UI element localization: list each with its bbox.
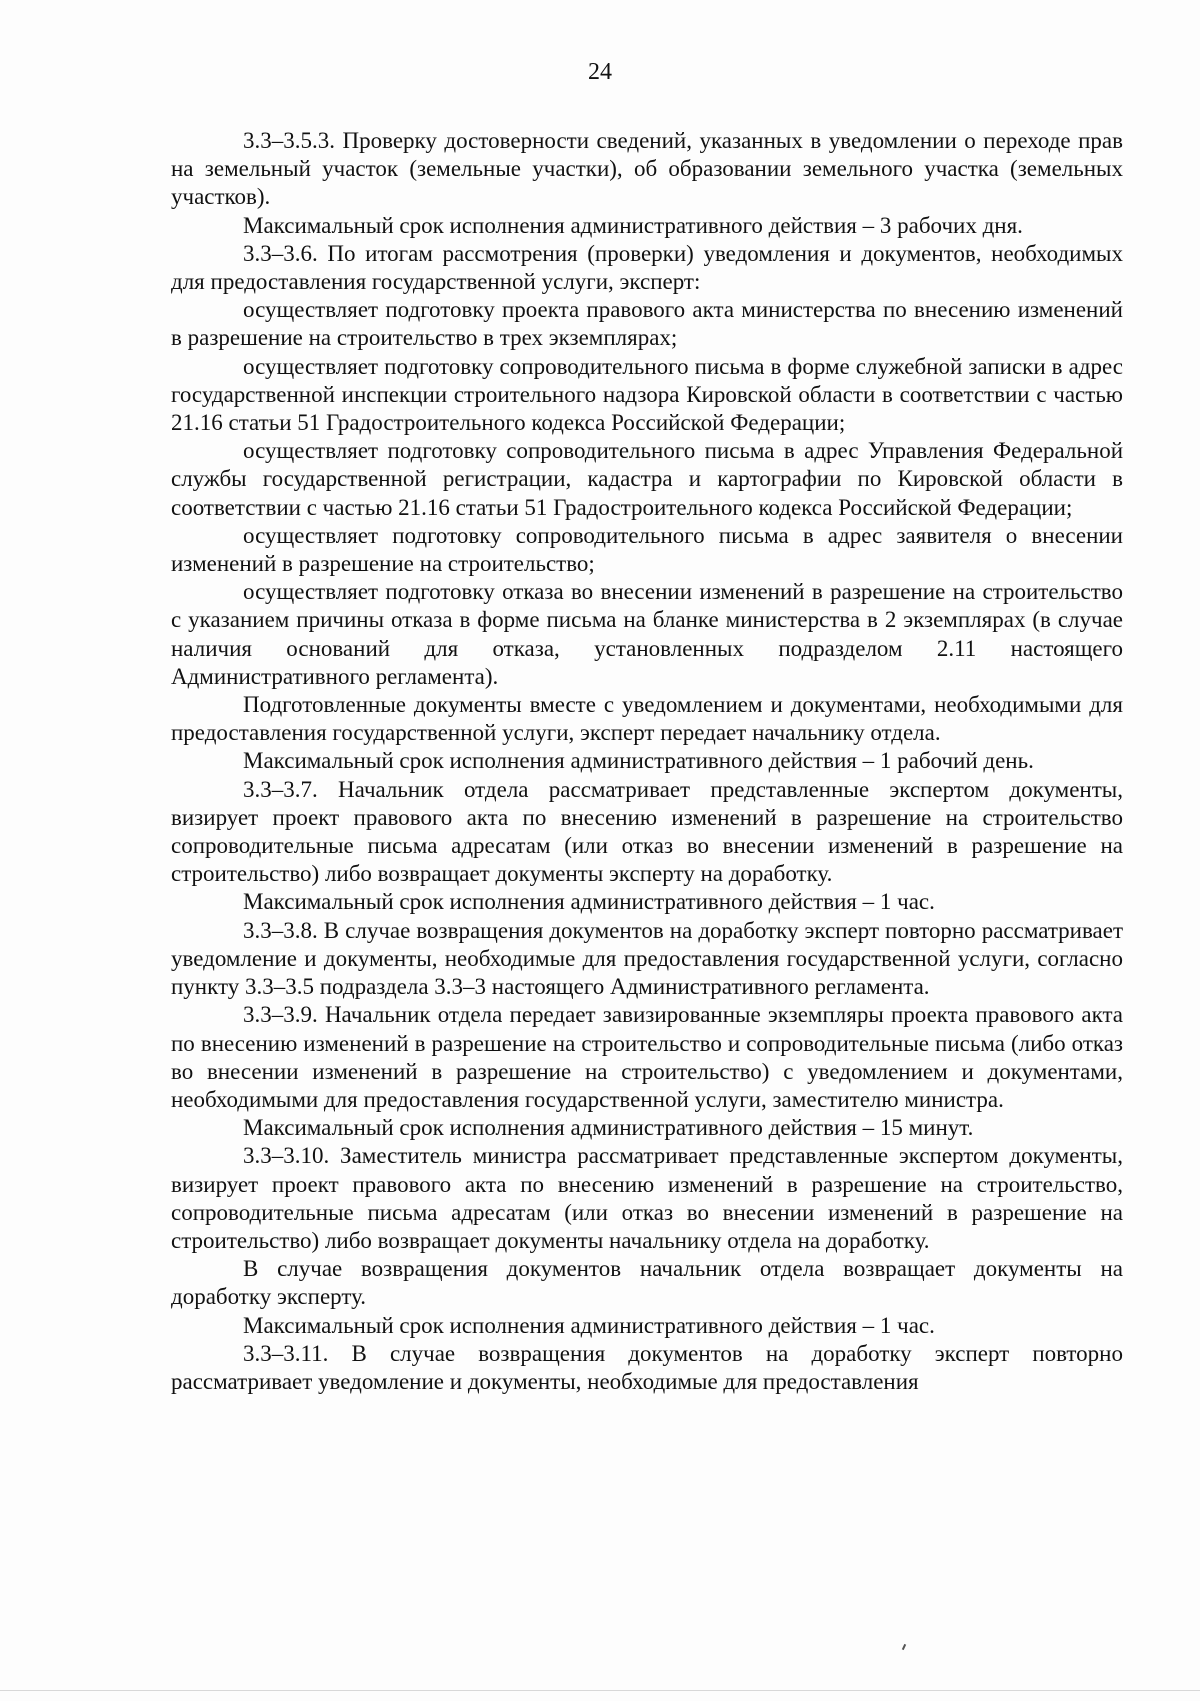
paragraph-3-3-3-9: 3.3–3.9. Начальник отдела передает завизированные экземпляры проекта правового акта по внесению изменений в разрешение на строительство и сопроводительные письма (либо отказ во внесении изменений в разрешение на строительство) с уведомлением и документами, необходимыми для предоставления государственной услуги, заместителю министра. bbox=[171, 1002, 1123, 1112]
paragraph-3-3-3-10: 3.3–3.10. Заместитель министра рассматривает представленные экспертом документы, визирует проект правового акта по внесению изменений в разрешение на строительство, сопроводительные письма адресатам (или отказ во внесении изменений в разрешение на строительство) либо возвращает документы начальнику отдела на доработку. bbox=[171, 1143, 1123, 1253]
paragraph-3-3-3-7: 3.3–3.7. Начальник отдела рассматривает представленные экспертом документы, визирует проект правового акта по внесению изменений в разрешение на строительство сопроводительные письма адресатам (или отказ во внесении изменений в разрешение на строительство) либо возвращает документы эксперту на доработку. bbox=[171, 776, 1123, 887]
paragraph-3-3-3-5-3: 3.3–3.5.3. Проверку достоверности сведений, указанных в уведомлении о переходе прав на земельный участок (земельные участки), об образовании земельного участка (земельных участков). bbox=[171, 128, 1123, 210]
scan-edge-line bbox=[0, 1690, 1200, 1691]
paragraph-draft-legal-act: осуществляет подготовку проекта правового акта министерства по внесению изменений в разрешение на строительство в трех экземплярах; bbox=[171, 297, 1123, 351]
paragraph-letter-applicant: осуществляет подготовку сопроводительного письма в адрес заявителя о внесении изменений в разрешение на строительство; bbox=[171, 522, 1123, 577]
paragraph-documents-handover: Подготовленные документы вместе с уведомлением и документами, необходимыми для предоставления государственной услуги, эксперт передает начальнику отдела. bbox=[171, 692, 1123, 746]
paragraph-deadline-15-minutes: Максимальный срок исполнения административного действия – 15 минут. bbox=[243, 1115, 974, 1141]
paragraph-letter-registration-service: осуществляет подготовку сопроводительного письма в адрес Управления Федеральной службы государственной регистрации, кадастра и картографии по Кировской области в соответствии с частью 21.16 статьи 51 Градостроительного кодекса Российской Федерации; bbox=[171, 438, 1123, 520]
paragraph-3-3-3-8: 3.3–3.8. В случае возвращения документов на доработку эксперт повторно рассматривает уведомление и документы, необходимые для предоставления государственной услуги, согласно пункту 3.3–3.5 подраздела 3.3–3 настоящего Административного регламента. bbox=[171, 917, 1123, 1000]
paragraph-refusal-preparation: осуществляет подготовку отказа во внесении изменений в разрешение на строительство с указанием причины отказа в форме письма на бланке министерства в 2 экземплярах (в случае наличия оснований для отказа, установленных подразделом 2.11 настоящего Административного регламента). bbox=[171, 579, 1123, 689]
paragraph-letter-construction-inspection: осуществляет подготовку сопроводительного письма в форме служебной записки в адрес государственной инспекции строительного надзора Кировской области в соответствии с частью 21.16 статьи 51 Градостроительного кодекса Российской Федерации; bbox=[171, 353, 1123, 436]
paragraph-deadline-1-day: Максимальный срок исполнения административного действия – 1 рабочий день. bbox=[243, 748, 1034, 774]
page-number: 24 bbox=[588, 59, 612, 85]
paragraph-3-3-3-11: 3.3–3.11. В случае возвращения документов на доработку эксперт повторно рассматривает уведомление и документы, необходимые для предоставления bbox=[171, 1340, 1123, 1394]
scan-speck bbox=[902, 1644, 906, 1650]
paragraph-deadline-1-hour-second: Максимальный срок исполнения административного действия – 1 час. bbox=[243, 1312, 935, 1338]
paragraph-return-to-expert: В случае возвращения документов начальник отдела возвращает документы на доработку эксперту. bbox=[171, 1256, 1123, 1310]
document-body bbox=[171, 127, 1123, 1396]
paragraph-deadline-1-hour: Максимальный срок исполнения административного действия – 1 час. bbox=[243, 889, 935, 915]
paragraph-deadline-3-days: Максимальный срок исполнения административного действия – 3 рабочих дня. bbox=[243, 212, 1023, 238]
paragraph-3-3-3-6: 3.3–3.6. По итогам рассмотрения (проверки) уведомления и документов, необходимых для предоставления государственной услуги, эксперт: bbox=[171, 240, 1123, 295]
